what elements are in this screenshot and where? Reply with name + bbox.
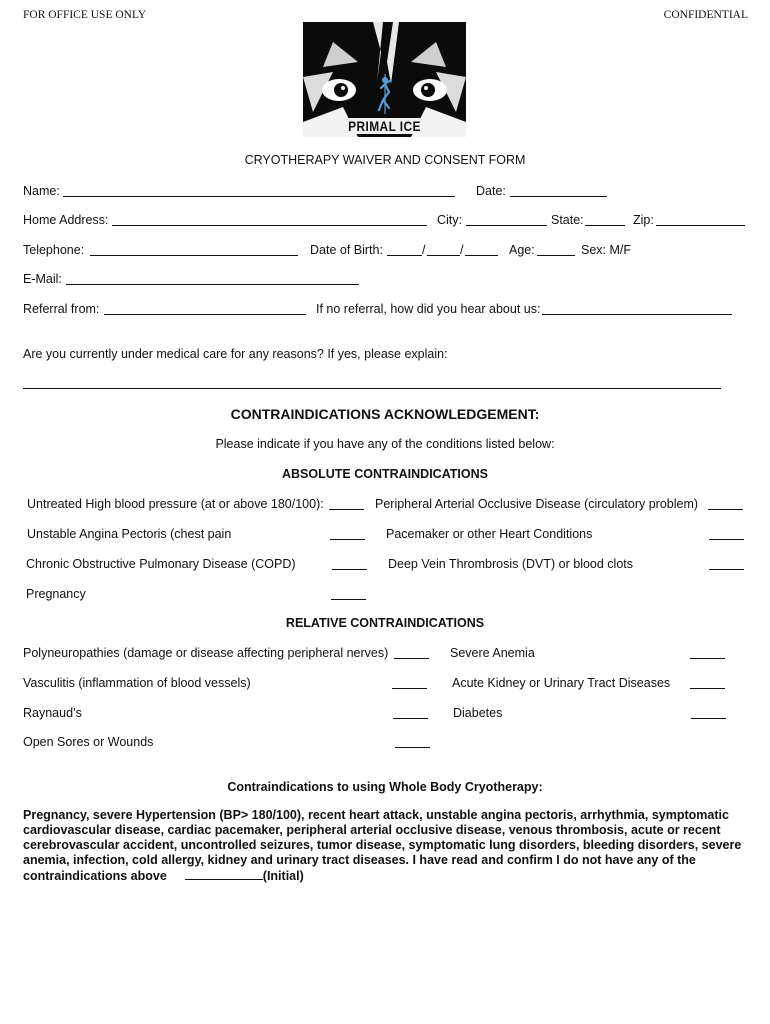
dob-year-field[interactable] xyxy=(465,255,498,256)
relative-contraindications-heading: RELATIVE CONTRAINDICATIONS xyxy=(285,616,485,630)
primal-ice-logo xyxy=(303,22,466,137)
absolute-item-paod: Peripheral Arterial Occlusive Disease (circulatory problem) xyxy=(375,497,699,511)
city-label: City: xyxy=(437,213,462,227)
age-field[interactable] xyxy=(537,255,575,256)
absolute-item-pacemaker: Pacemaker or other Heart Conditions xyxy=(386,527,593,541)
absolute-item-copd: Chronic Obstructive Pulmonary Disease (COPD) xyxy=(26,557,296,571)
wbc-paragraph-text: Pregnancy, severe Hypertension (BP> 180/100), recent heart attack, unstable angina pectoris, arrhythmia, symptomatic cardiovascular disease, cardiac pacemaker, peripheral arterial occlusive disease, venous thrombosis, acute or recent cerebrovascular accident, uncontrolled seizures, tumor disease, symptomatic lung disorders, bleeding disorders, severe anemia, infection, cold allergy, kidney and urinary tract diseases. I have read and confirm I do not have any of the contraindications above xyxy=(23,808,742,883)
city-field[interactable] xyxy=(466,225,547,226)
name-field[interactable] xyxy=(63,196,455,197)
relative-check-kidney[interactable] xyxy=(690,688,725,689)
no-referral-label: If no referral, how did you hear about us: xyxy=(316,302,541,316)
absolute-item-angina: Unstable Angina Pectoris (chest pain xyxy=(27,527,232,541)
wbc-heading: Contraindications to using Whole Body Cryotherapy: xyxy=(227,780,543,794)
referral-label: Referral from: xyxy=(23,302,100,316)
home-address-label: Home Address: xyxy=(23,213,109,227)
no-referral-field[interactable] xyxy=(542,314,732,315)
absolute-check-pacemaker[interactable] xyxy=(709,539,744,540)
absolute-item-dvt: Deep Vein Thrombrosis (DVT) or blood clots xyxy=(388,557,634,571)
initial-field[interactable] xyxy=(185,868,263,880)
contraindications-heading: CONTRAINDICATIONS ACKNOWLEDGEMENT: xyxy=(230,406,540,422)
logo-text: PRIMAL ICE xyxy=(315,118,454,134)
absolute-item-pregnancy: Pregnancy xyxy=(26,587,86,601)
home-address-field[interactable] xyxy=(112,225,427,226)
relative-item-vasculitis: Vasculitis (inflammation of blood vessels) xyxy=(23,676,251,690)
initial-label: (Initial) xyxy=(262,869,304,883)
absolute-check-pregnancy[interactable] xyxy=(331,599,366,600)
absolute-check-copd[interactable] xyxy=(332,569,367,570)
relative-check-diabetes[interactable] xyxy=(691,718,726,719)
confidential-label: CONFIDENTIAL xyxy=(663,9,748,21)
relative-item-kidney: Acute Kidney or Urinary Tract Diseases xyxy=(452,676,671,690)
form-title: CRYOTHERAPY WAIVER AND CONSENT FORM xyxy=(244,153,526,167)
name-label: Name: xyxy=(23,184,60,198)
dob-label: Date of Birth: xyxy=(310,243,383,257)
relative-item-anemia: Severe Anemia xyxy=(450,646,535,660)
relative-check-vasculitis[interactable] xyxy=(392,688,427,689)
absolute-check-paod[interactable] xyxy=(708,509,743,510)
relative-check-open-sores[interactable] xyxy=(395,747,430,748)
relative-check-anemia[interactable] xyxy=(690,658,725,659)
date-field[interactable] xyxy=(510,196,607,197)
relative-item-polyneuropathies: Polyneuropathies (damage or disease affecting peripheral nerves) xyxy=(23,646,389,660)
relative-item-raynauds: Raynaud’s xyxy=(23,706,82,720)
absolute-check-high-blood-pressure[interactable] xyxy=(329,509,364,510)
absolute-contraindications-heading: ABSOLUTE CONTRAINDICATIONS xyxy=(281,467,488,481)
medical-care-explanation-field[interactable] xyxy=(23,388,721,389)
absolute-check-angina[interactable] xyxy=(330,539,365,540)
relative-check-polyneuropathies[interactable] xyxy=(394,658,429,659)
email-label: E-Mail: xyxy=(23,272,62,286)
sex-label: Sex: M/F xyxy=(581,243,632,257)
relative-item-open-sores: Open Sores or Wounds xyxy=(23,735,154,749)
referral-field[interactable] xyxy=(104,314,306,315)
wbc-paragraph xyxy=(23,808,751,884)
absolute-check-dvt[interactable] xyxy=(709,569,744,570)
dob-month-field[interactable] xyxy=(387,255,422,256)
zip-field[interactable] xyxy=(656,225,745,226)
dob-separator-2: / xyxy=(460,243,464,257)
contraindications-instruction: Please indicate if you have any of the conditions listed below: xyxy=(215,437,555,451)
date-label: Date: xyxy=(476,184,506,198)
office-use-label: FOR OFFICE USE ONLY xyxy=(23,9,147,21)
age-label: Age: xyxy=(509,243,535,257)
dob-separator-1: / xyxy=(422,243,426,257)
relative-check-raynauds[interactable] xyxy=(393,718,428,719)
telephone-label: Telephone: xyxy=(23,243,85,257)
absolute-item-high-blood-pressure: Untreated High blood pressure (at or above 180/100): xyxy=(27,497,324,511)
telephone-field[interactable] xyxy=(90,255,298,256)
state-label: State: xyxy=(551,213,584,227)
relative-item-diabetes: Diabetes xyxy=(453,706,503,720)
dob-day-field[interactable] xyxy=(427,255,460,256)
state-field[interactable] xyxy=(585,225,625,226)
zip-label: Zip: xyxy=(633,213,654,227)
medical-care-question: Are you currently under medical care for any reasons? If yes, please explain: xyxy=(23,347,448,361)
email-field[interactable] xyxy=(66,284,359,285)
